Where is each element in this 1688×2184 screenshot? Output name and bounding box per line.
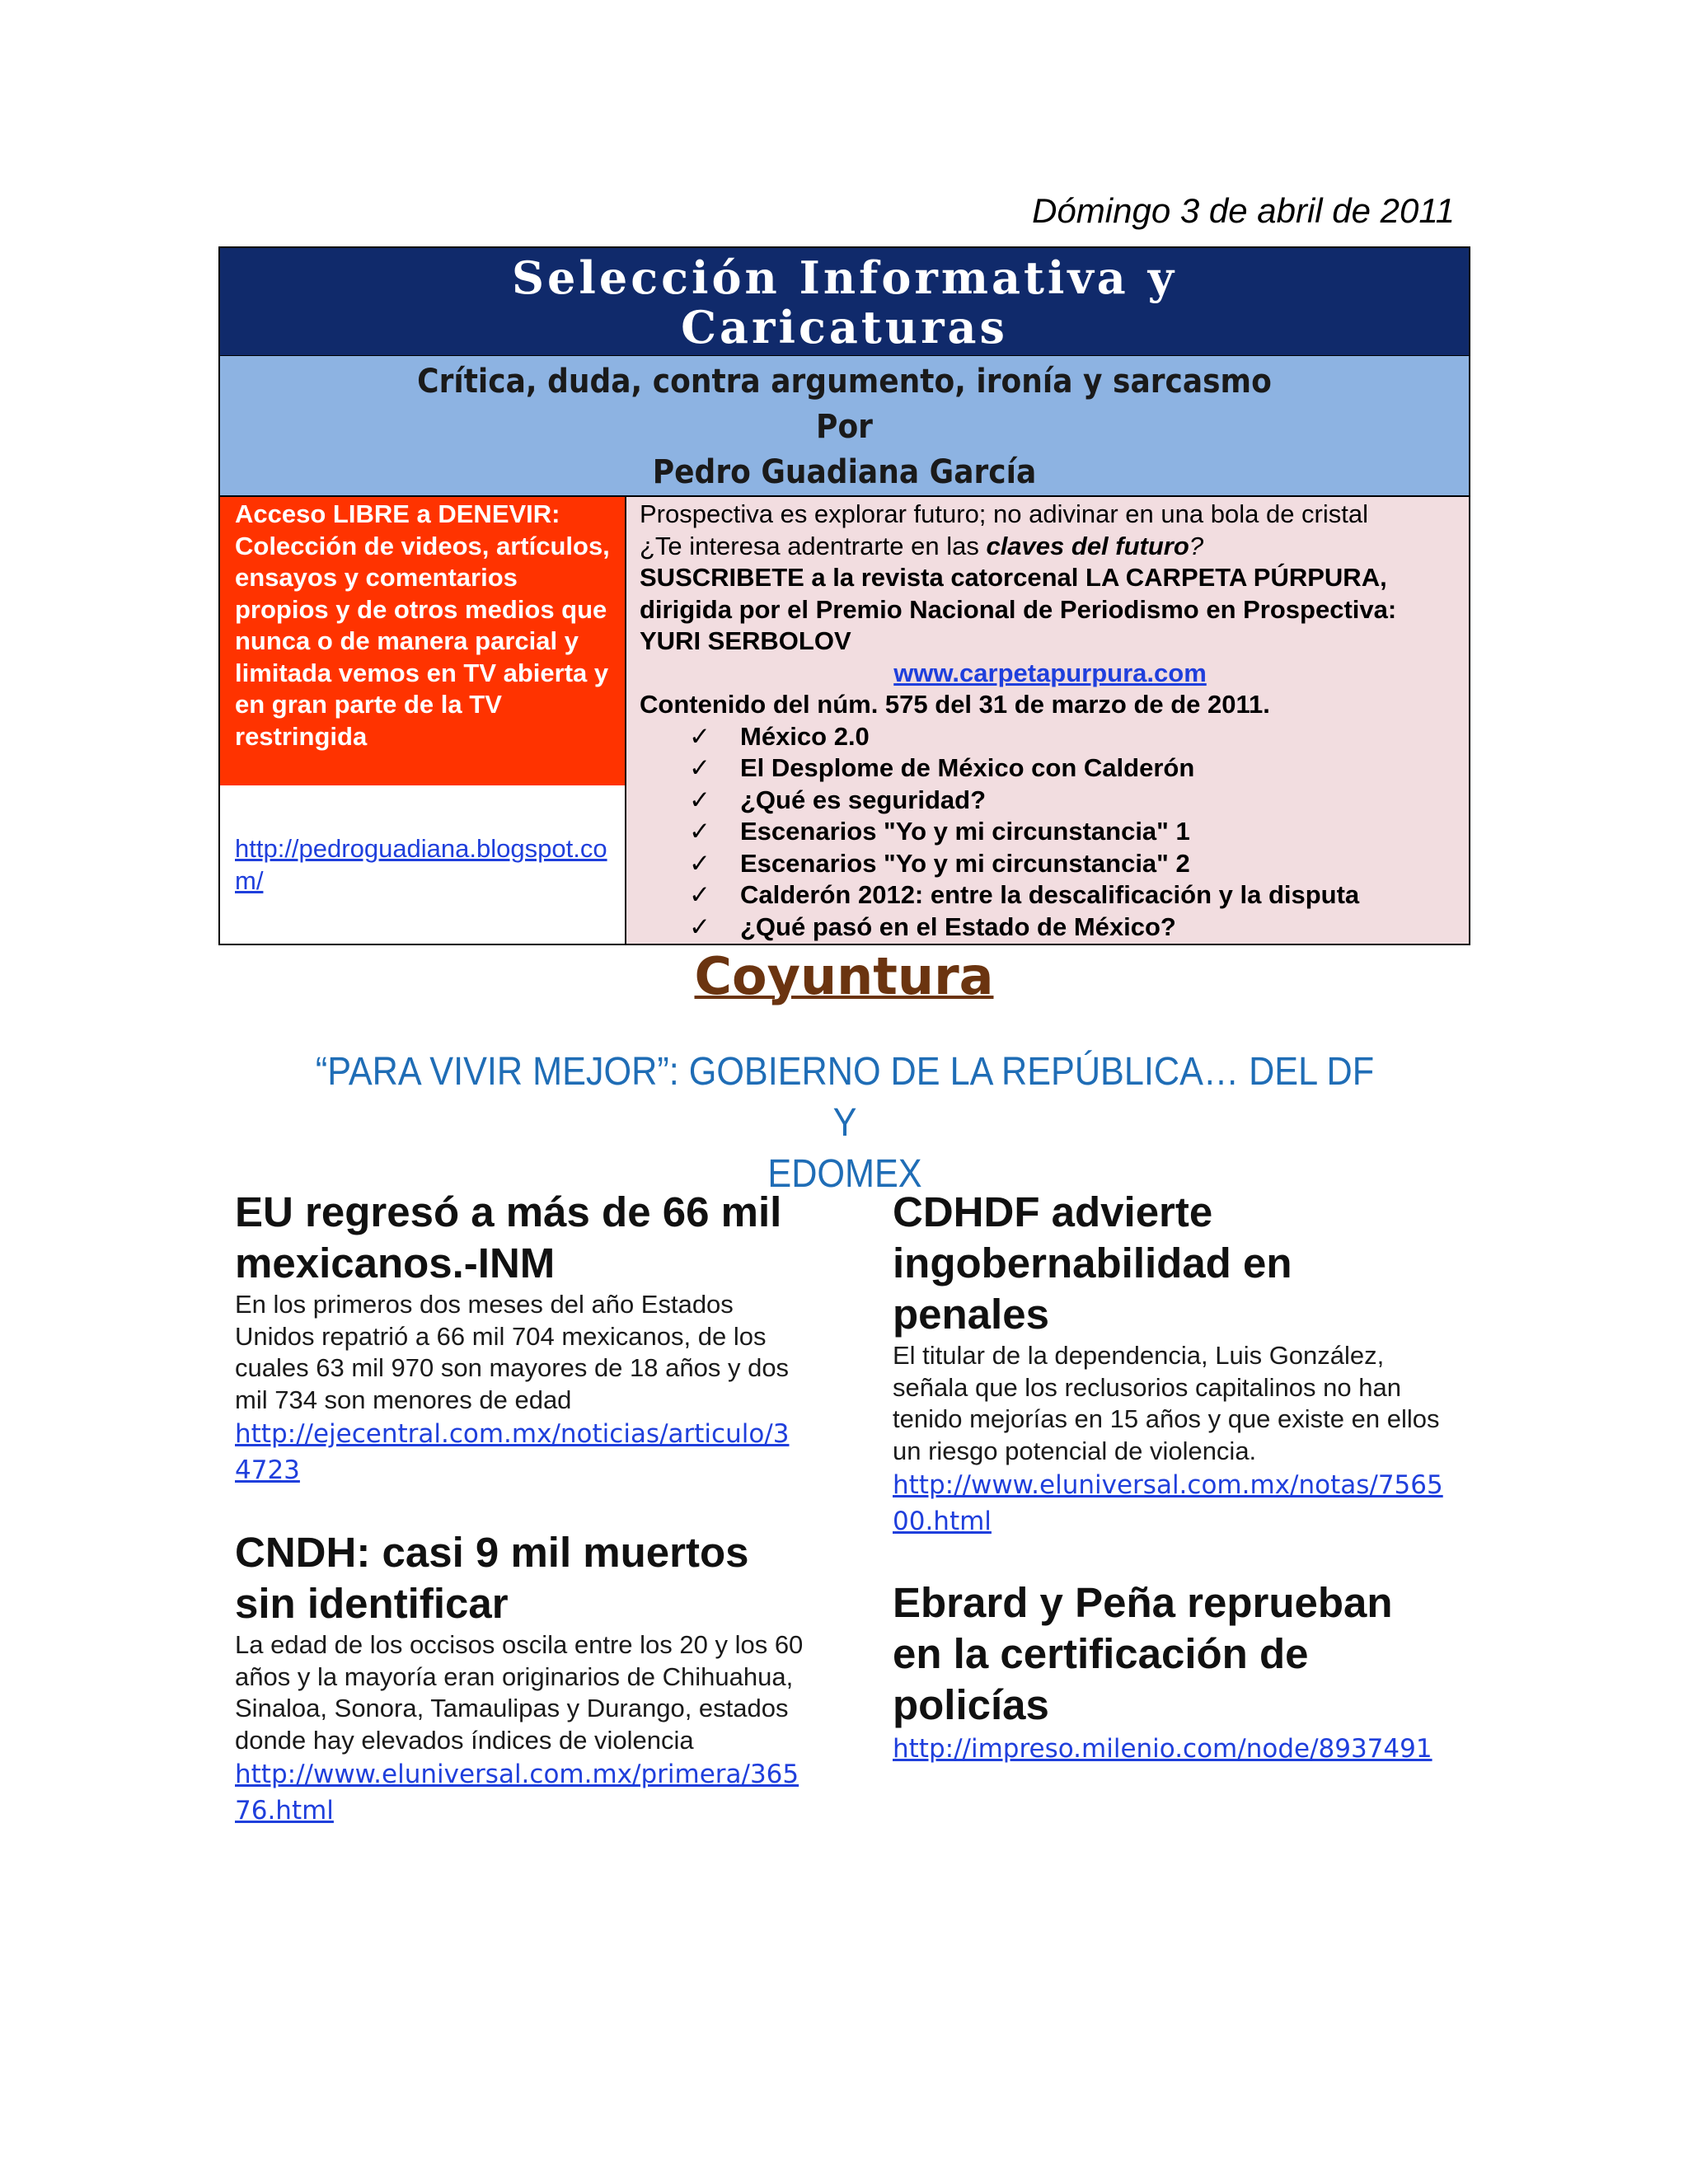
subscribe-text: SUSCRIBETE a la revista catorcenal LA CARPETA PÚRPURA, dirigida por el Premio Nacional de Periodismo en Prospectiva: YURI SERBOLOV bbox=[640, 563, 1397, 655]
prospectiva-column bbox=[626, 497, 1469, 944]
article-title: Ebrard y Peña reprueban en la certificación de policías bbox=[893, 1579, 1393, 1728]
info-row bbox=[220, 497, 1469, 944]
article-body: El titular de la dependencia, Luis González, señala que los reclusorios capitalinos no han tenido mejorías en 15 años y que existe en ellos un riesgo potencial de violencia. bbox=[893, 1341, 1440, 1465]
article-item bbox=[235, 1527, 804, 1829]
headline-line2: EDOMEX bbox=[767, 1152, 922, 1196]
masthead-title-line2: Caricaturas bbox=[681, 301, 1008, 354]
contents-item-label: Escenarios "Yo y mi circunstancia" 1 bbox=[740, 817, 1190, 846]
carpeta-site-link[interactable]: www.carpetapurpura.com bbox=[893, 658, 1207, 687]
contents-item-label: El Desplome de México con Calderón bbox=[740, 753, 1195, 782]
contents-list-item bbox=[689, 848, 1461, 880]
blog-box bbox=[220, 785, 625, 944]
contents-title: Contenido del núm. 575 del 31 de marzo de de 2011. bbox=[640, 690, 1270, 719]
article-body: La edad de los occisos oscila entre los 20 y los 60 años y la mayoría eran originarios de Chihuahua, Sinaloa, Sonora, Tamaulipas y Durango, estados donde hay elevados índices de violencia bbox=[235, 1630, 804, 1755]
contents-list-item bbox=[689, 912, 1461, 944]
contents-item-label: ¿Qué es seguridad? bbox=[740, 785, 987, 814]
subtitle-line2: Por bbox=[816, 408, 873, 446]
article-title: EU regresó a más de 66 mil mexicanos.-INM bbox=[235, 1188, 782, 1286]
check-icon: ✓ bbox=[689, 785, 710, 814]
page-date: Dómingo 3 de abril de 2011 bbox=[1032, 191, 1455, 230]
access-text: Acceso LIBRE a DENEVIR: Colección de videos, artículos, ensayos y comentarios propios y de otros medios que nunca o de manera parcial y limitada vemos en TV abierta y en gran parte de la TV restringida bbox=[220, 497, 625, 785]
question-emphasis: claves del futuro bbox=[986, 531, 1189, 560]
contents-list-item bbox=[689, 752, 1461, 785]
article-title: CDHDF advierte ingobernabilidad en penales bbox=[893, 1188, 1292, 1338]
subtitle-line1: Crítica, duda, contra argumento, ironía y sarcasmo bbox=[417, 363, 1272, 401]
access-column bbox=[220, 497, 626, 944]
article-body: En los primeros dos meses del año Estados Unidos repatrió a 66 mil 704 mexicanos, de los cuales 63 mil 970 son mayores de 18 años y dos mil 734 son menores de edad bbox=[235, 1290, 790, 1414]
article-link[interactable]: http://www.eluniversal.com.mx/primera/36576.html bbox=[235, 1760, 799, 1825]
contents-item-label: Calderón 2012: entre la descalificación y la disputa bbox=[740, 880, 1360, 909]
contents-list-item bbox=[689, 816, 1461, 848]
article-link[interactable]: http://www.eluniversal.com.mx/notas/756500.html bbox=[893, 1470, 1443, 1536]
prospectiva-intro: Prospectiva es explorar futuro; no adivinar en una bola de cristal bbox=[640, 499, 1368, 528]
contents-item-label: México 2.0 bbox=[740, 721, 870, 751]
check-icon: ✓ bbox=[689, 880, 710, 909]
check-icon: ✓ bbox=[689, 721, 710, 751]
author-name: Pedro Guadiana García bbox=[652, 453, 1037, 491]
question-text: ¿Te interesa adentrarte en las bbox=[640, 531, 987, 560]
check-icon: ✓ bbox=[689, 912, 710, 941]
article-item bbox=[893, 1577, 1453, 1767]
contents-list-item bbox=[689, 879, 1461, 912]
contents-list-item bbox=[689, 785, 1461, 817]
article-item bbox=[893, 1187, 1453, 1540]
question-mark: ? bbox=[1189, 531, 1204, 560]
masthead-subtitle bbox=[220, 355, 1469, 497]
contents-list bbox=[689, 721, 1461, 944]
section-headline bbox=[247, 1047, 1442, 1200]
contents-item-label: Escenarios "Yo y mi circunstancia" 2 bbox=[740, 848, 1190, 878]
headline-line1: “PARA VIVIR MEJOR”: GOBIERNO DE LA REPÚBLICA… DEL DF Y bbox=[315, 1050, 1375, 1145]
contents-list-item bbox=[689, 721, 1461, 753]
contents-item-label: ¿Qué pasó en el Estado de México? bbox=[740, 912, 1176, 941]
check-icon: ✓ bbox=[689, 817, 710, 846]
check-icon: ✓ bbox=[689, 848, 710, 878]
prospectiva-question bbox=[640, 531, 1461, 563]
check-icon: ✓ bbox=[689, 753, 710, 782]
article-link[interactable]: http://ejecentral.com.mx/noticias/articulo/34723 bbox=[235, 1419, 790, 1485]
header-box bbox=[218, 246, 1470, 945]
article-title: CNDH: casi 9 mil muertos sin identificar bbox=[235, 1529, 749, 1627]
blog-link[interactable]: http://pedroguadiana.blogspot.com/ bbox=[235, 834, 607, 895]
article-item bbox=[235, 1187, 804, 1488]
masthead-title bbox=[220, 248, 1469, 355]
section-title: Coyuntura bbox=[694, 946, 994, 1006]
article-link[interactable]: http://impreso.milenio.com/node/8937491 bbox=[893, 1734, 1432, 1764]
masthead-title-line1: Selección Informativa y bbox=[512, 251, 1177, 304]
